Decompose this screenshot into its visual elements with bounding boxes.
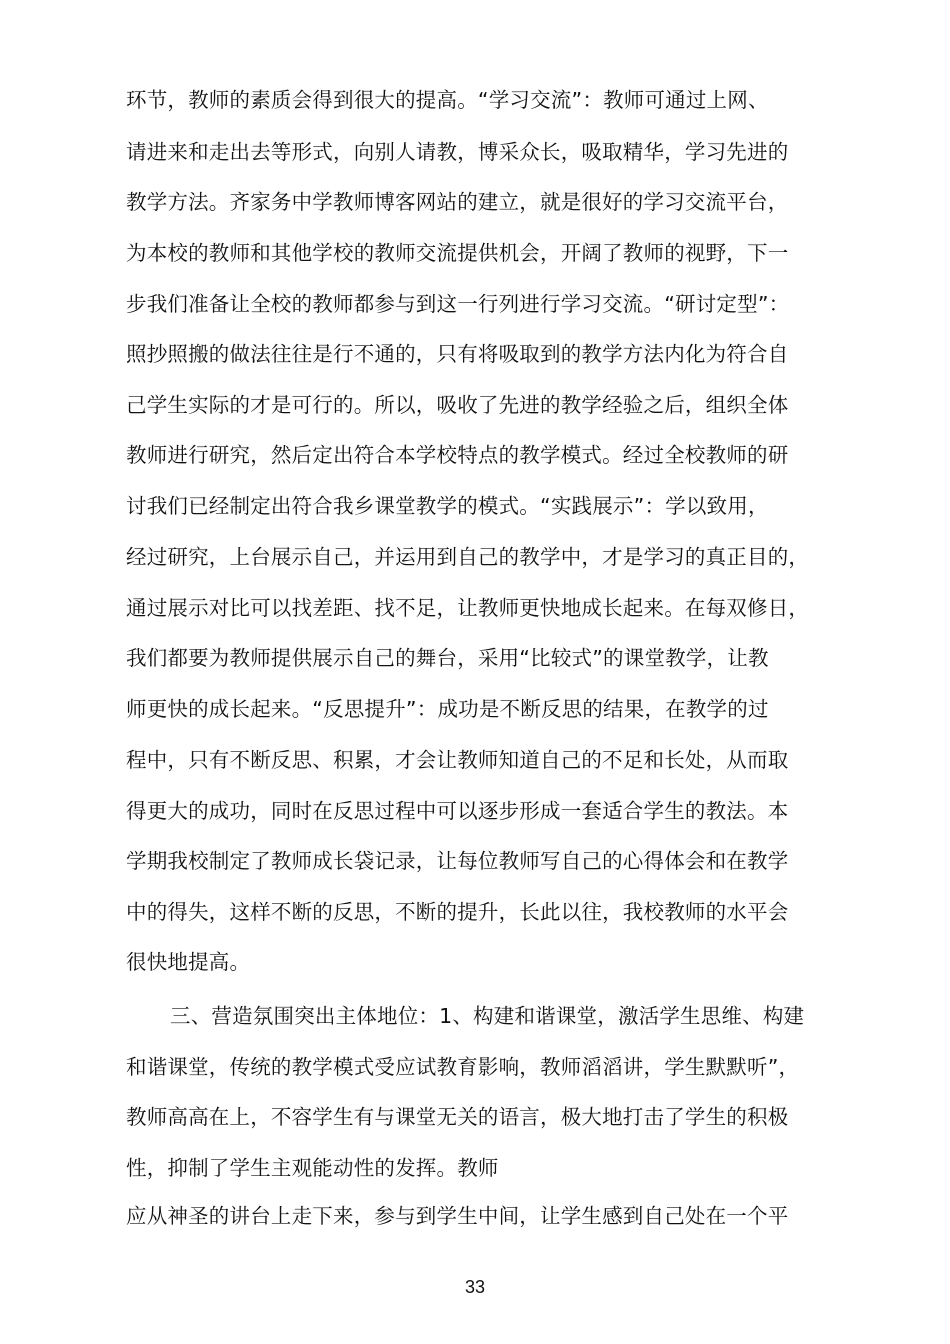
text-line: 通过展示对比可以找差距、找不足，让教师更快地成长起来。在每双修日， xyxy=(126,596,810,620)
text-line: 我们都要为教师提供展示自己的舞台，采用“比较式”的课堂教学，让教 xyxy=(126,646,769,670)
text-line: 很快地提高。 xyxy=(126,950,251,974)
text-line: 应从神圣的讲台上走下来，参与到学生中间，让学生感到自己处在一个平 xyxy=(126,1204,789,1228)
text-line: 环节，教师的素质会得到很大的提高。“学习交流”：教师可通过上网、 xyxy=(126,88,769,112)
text-line: 讨我们已经制定出符合我乡课堂教学的模式。“实践展示”：学以致用， xyxy=(126,494,769,518)
text-line: 经过研究，上台展示自己，并运用到自己的教学中，才是学习的真正目的， xyxy=(126,545,810,569)
page-number: 33 xyxy=(464,1277,486,1297)
text-line: 教师高高在上，不容学生有与课堂无关的语言，极大地打击了学生的积极 xyxy=(126,1105,789,1129)
text-line: 步我们准备让全校的教师都参与到这一行列进行学习交流。“研讨定型”： xyxy=(126,292,790,316)
section-heading-line: 三、营造氛围突出主体地位：1、构建和谐课堂，激活学生思维、构建 xyxy=(170,1004,805,1028)
text-line: 教师进行研究，然后定出符合本学校特点的教学模式。经过全校教师的研 xyxy=(126,443,789,467)
text-line: 照抄照搬的做法往往是行不通的，只有将吸取到的教学方法内化为符合自 xyxy=(126,342,789,366)
text-line: 己学生实际的才是可行的。所以，吸收了先进的教学经验之后，组织全体 xyxy=(126,393,789,417)
text-line: 师更快的成长起来。“反思提升”：成功是不断反思的结果，在教学的过 xyxy=(126,697,769,721)
text-line: 得更大的成功，同时在反思过程中可以逐步形成一套适合学生的教法。本 xyxy=(126,799,789,823)
text-line: 性，抑制了学生主观能动性的发挥。教师 xyxy=(126,1156,499,1180)
text-line: 和谐课堂，传统的教学模式受应试教育影响，教师滔滔讲，学生默默听”， xyxy=(126,1055,800,1079)
text-line: 程中，只有不断反思、积累，才会让教师知道自己的不足和长处，从而取 xyxy=(126,748,789,772)
text-line: 请进来和走出去等形式，向别人请教，博采众长，吸取精华，学习先进的 xyxy=(126,140,789,164)
text-line: 为本校的教师和其他学校的教师交流提供机会，开阔了教师的视野，下一 xyxy=(126,241,789,265)
text-line: 中的得失，这样不断的反思，不断的提升，长此以往，我校教师的水平会 xyxy=(126,900,789,924)
text-line: 学期我校制定了教师成长袋记录，让每位教师写自己的心得体会和在教学 xyxy=(126,849,789,873)
text-line: 教学方法。齐家务中学教师博客网站的建立，就是很好的学习交流平台， xyxy=(126,190,789,214)
